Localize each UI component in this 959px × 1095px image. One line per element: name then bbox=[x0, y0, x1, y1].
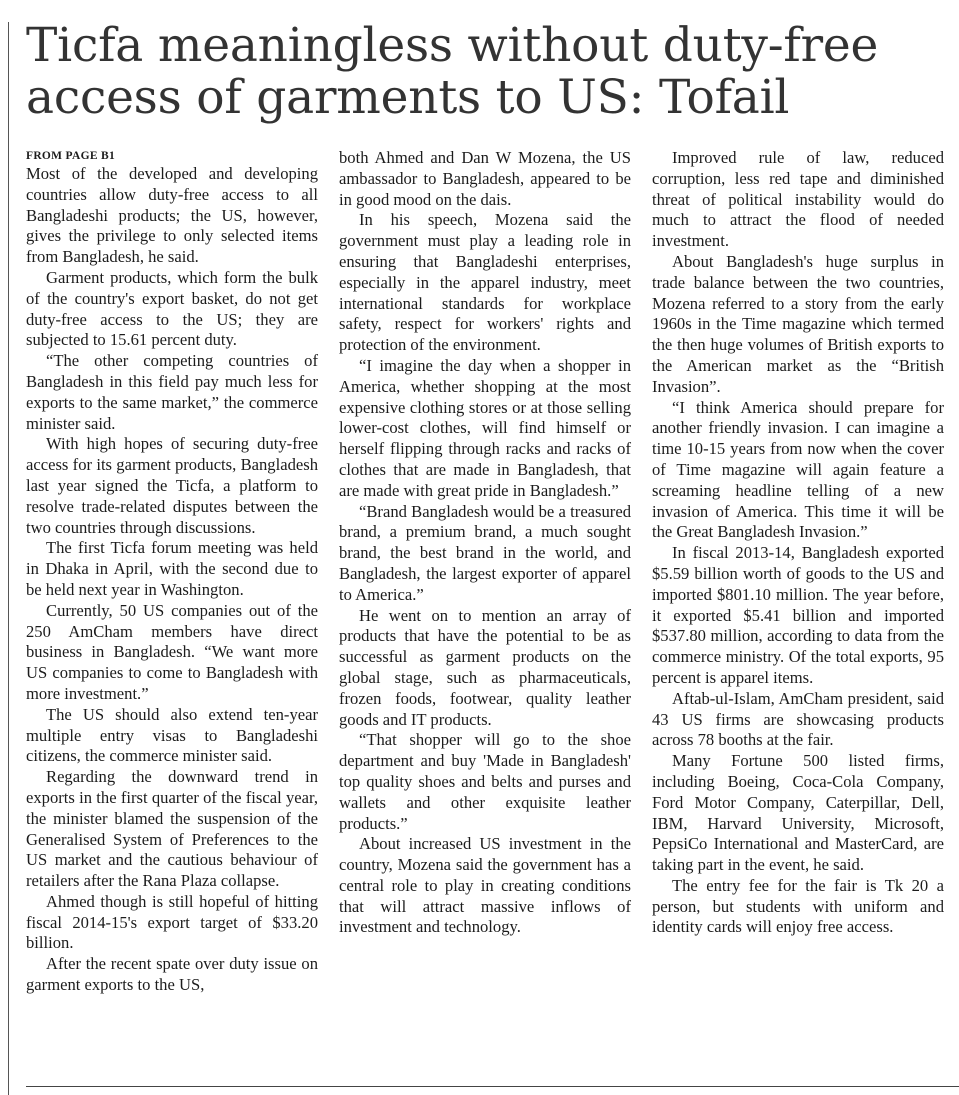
paragraph: About increased US investment in the country, Mozena said the government has a central role to play in creating conditions that will attract massive inflows of investment and technology. bbox=[339, 834, 631, 937]
headline: Ticfa meaningless without duty-free access of garments to US: Tofail bbox=[26, 18, 879, 125]
paragraph: both Ahmed and Dan W Mozena, the US ambassador to Bangladesh, appeared to be in good mood on the dais. bbox=[339, 148, 631, 209]
article-column-3 bbox=[652, 148, 944, 938]
paragraph: “The other competing countries of Bangladesh in this field pay much less for exports to the same market,” the commerce minister said. bbox=[26, 351, 318, 433]
article-column-1 bbox=[26, 148, 318, 996]
paragraph: With high hopes of securing duty-free access for its garment products, Bangladesh last year signed the Ticfa, a platform to resolve trade-related disputes between the two countries through discussions. bbox=[26, 434, 318, 537]
paragraph: In fiscal 2013-14, Bangladesh exported $5.59 billion worth of goods to the US and imported $801.10 million. The year before, it exported $5.41 billion and imported $537.80 million, according to data from the commerce ministry. Of the total exports, 95 percent is apparel items. bbox=[652, 543, 944, 687]
paragraph: Garment products, which form the bulk of the country's export basket, do not get duty-free access to the US; they are subjected to 15.61 percent duty. bbox=[26, 267, 318, 350]
paragraph: Improved rule of law, reduced corruption, less red tape and diminished threat of political instability would do much to attract the flood of needed investment. bbox=[652, 148, 944, 251]
kicker: FROM PAGE B1 bbox=[26, 150, 115, 162]
paragraph: About Bangladesh's huge surplus in trade balance between the two countries, Mozena referred to a story from the early 1960s in the Time magazine which termed the then huge volumes of British exports to the American market as the “British Invasion”. bbox=[652, 251, 944, 396]
paragraph: “That shopper will go to the shoe department and buy 'Made in Bangladesh' top quality shoes and belts and purses and wallets and other exquisite leather products.” bbox=[339, 730, 631, 833]
left-column-rule bbox=[8, 22, 9, 1095]
paragraph: “Brand Bangladesh would be a treasured brand, a premium brand, a much sought brand, the best brand in the world, and Bangladesh, the largest exporter of apparel to America.” bbox=[339, 501, 631, 604]
paragraph: Aftab-ul-Islam, AmCham president, said 43 US firms are showcasing products across 78 booths at the fair. bbox=[652, 688, 944, 750]
bottom-rule bbox=[26, 1086, 959, 1087]
paragraph: The first Ticfa forum meeting was held in Dhaka in April, with the second due to be held next year in Washington. bbox=[26, 538, 318, 599]
paragraph: Most of the developed and developing countries allow duty-free access to all Bangladeshi products; the US, however, gives the privilege to only selected items from Bangladesh, he said. bbox=[26, 164, 318, 267]
paragraph: Many Fortune 500 listed firms, including Boeing, Coca-Cola Company, Ford Motor Company, Caterpillar, Dell, IBM, Harvard University, Microsoft, PepsiCo International and MasterCard, are taking part in the event, he said. bbox=[652, 751, 944, 875]
paragraph: “I imagine the day when a shopper in America, whether shopping at the most expensive clothing stores or at those selling lower-cost clothes, will find himself or herself flipping through racks and racks of clothes that are made in Bangladesh, that are made with great pride in Bangladesh.” bbox=[339, 355, 631, 500]
paragraph: “I think America should prepare for another friendly invasion. I can imagine a time 10-15 years from now when the cover of Time magazine will again feature a screaming headline telling of a new invasion of America. This time it will be the Great Bangladesh Invasion.” bbox=[652, 397, 944, 542]
paragraph: He went on to mention an array of products that have the potential to be as successful as garment products on the global stage, such as pharmaceuticals, frozen foods, footwear, quality leather goods and IT products. bbox=[339, 605, 631, 729]
paragraph: After the recent spate over duty issue on garment exports to the US, bbox=[26, 954, 318, 995]
paragraph: The US should also extend ten-year multiple entry visas to Bangladeshi citizens, the commerce minister said. bbox=[26, 704, 318, 766]
paragraph: Regarding the downward trend in exports in the first quarter of the fiscal year, the minister blamed the suspension of the Generalised System of Preferences to the US market and the cautious behaviour of retailers after the Rana Plaza collapse. bbox=[26, 767, 318, 891]
paragraph: The entry fee for the fair is Tk 20 a person, but students with uniform and identity cards will enjoy free access. bbox=[652, 875, 944, 937]
article-column-2 bbox=[339, 148, 631, 938]
paragraph: Currently, 50 US companies out of the 250 AmCham members have direct business in Bangladesh. “We want more US companies to come to Bangladesh with more investment.” bbox=[26, 600, 318, 703]
paragraph: Ahmed though is still hopeful of hitting fiscal 2014-15's export target of $33.20 billion. bbox=[26, 891, 318, 953]
paragraph: In his speech, Mozena said the government must play a leading role in ensuring that Bangladeshi enterprises, especially in the apparel industry, meet international standards for workplace safety, respect for workers' rights and protection of the environment. bbox=[339, 210, 631, 355]
